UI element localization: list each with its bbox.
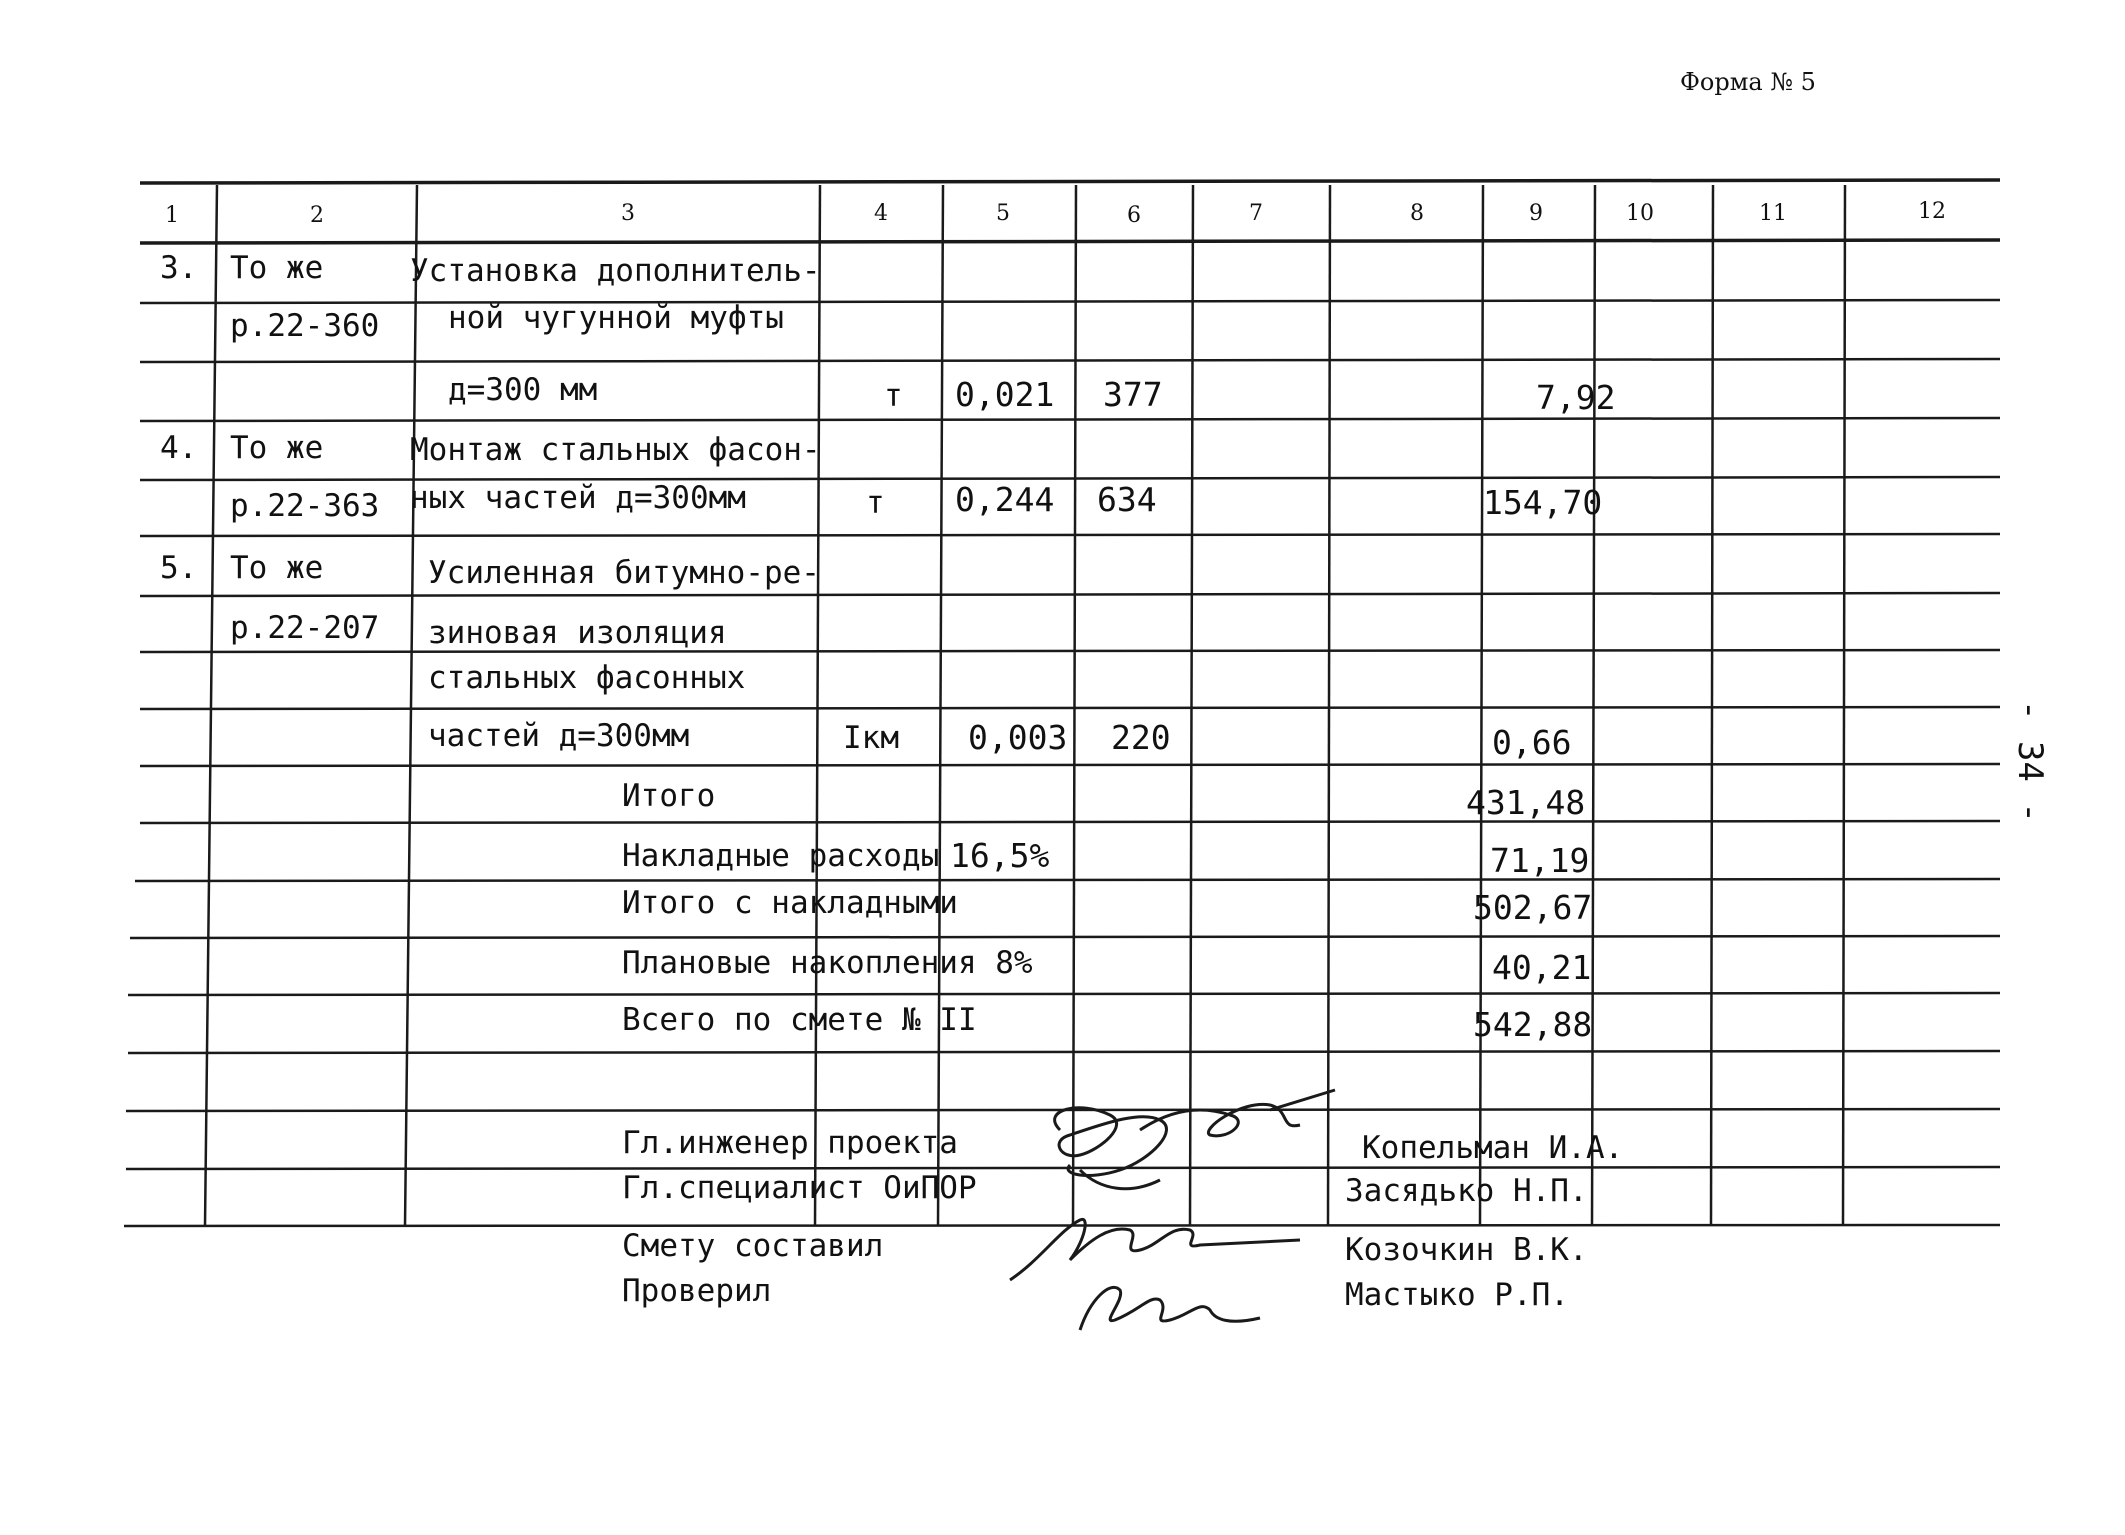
column-header-11: 11 <box>1759 201 1787 226</box>
item-description-line: частей д=300мм <box>428 718 690 754</box>
signature-role: Проверил <box>622 1273 772 1309</box>
column-header-4: 4 <box>874 201 888 226</box>
signature-name: Мастыко Р.П. <box>1345 1277 1569 1313</box>
item-reference: То же <box>230 550 324 586</box>
signature-role: Смету составил <box>622 1228 884 1264</box>
column-header-6: 6 <box>1127 203 1141 228</box>
item-description-line: Монтаж стальных фасон- <box>410 432 821 468</box>
column-header-7: 7 <box>1249 201 1263 226</box>
item-description-line: стальных фасонных <box>428 660 746 696</box>
item-unit: Iкм <box>843 720 899 756</box>
summary-label: Плановые накопления 8% <box>622 945 1033 981</box>
column-header-1: 1 <box>165 203 179 228</box>
item-description-line: ной чугунной муфты <box>448 300 784 336</box>
page-number: - 34 - <box>2010 700 2050 823</box>
column-header-8: 8 <box>1410 201 1424 226</box>
summary-rate: 16,5% <box>950 836 1050 875</box>
item-description-line: Усиленная битумно-ре- <box>428 555 820 591</box>
summary-value: 542,88 <box>1473 1005 1593 1044</box>
summary-value: 40,21 <box>1492 948 1592 987</box>
item-description-line: Установка дополнитель- <box>410 253 821 289</box>
item-unit: т <box>884 378 903 414</box>
column-header-9: 9 <box>1529 201 1543 226</box>
item-unit-price: 220 <box>1111 718 1171 757</box>
item-total: 7,92 <box>1536 378 1616 417</box>
summary-label: Накладные расходы <box>622 838 940 874</box>
item-quantity: 0,003 <box>968 718 1068 757</box>
column-header-2: 2 <box>310 203 324 228</box>
signature-role: Гл.инженер проекта <box>622 1125 958 1161</box>
item-quantity: 0,021 <box>955 375 1055 414</box>
column-header-12: 12 <box>1918 199 1946 224</box>
item-reference: То же <box>230 250 324 286</box>
item-unit-price: 377 <box>1103 375 1163 414</box>
item-reference: То же <box>230 430 324 466</box>
handwritten-signature-compiler <box>1000 1200 1320 1340</box>
summary-label: Итого <box>622 778 716 814</box>
column-header-5: 5 <box>996 201 1010 226</box>
item-reference-code: р.22-363 <box>230 488 380 524</box>
signature-role: Гл.специалист ОиПОР <box>622 1170 977 1206</box>
item-description-line: ных частей д=300мм <box>410 480 746 516</box>
item-description-line: зиновая изоляция <box>428 615 727 651</box>
item-number: 5. <box>160 550 198 586</box>
item-total: 154,70 <box>1483 483 1603 522</box>
summary-value: 431,48 <box>1466 783 1586 822</box>
item-quantity: 0,244 <box>955 480 1055 519</box>
column-header-10: 10 <box>1626 201 1654 226</box>
form-label: Форма № 5 <box>1680 68 1816 96</box>
item-unit-price: 634 <box>1097 480 1157 519</box>
signature-name: Козочкин В.К. <box>1345 1232 1588 1268</box>
summary-value: 71,19 <box>1490 841 1590 880</box>
item-reference-code: р.22-207 <box>230 610 380 646</box>
summary-label: Итого с накладными <box>622 885 958 921</box>
signature-name: Копельман И.А. <box>1362 1130 1624 1166</box>
item-description-line: д=300 мм <box>448 372 598 408</box>
item-reference-code: р.22-360 <box>230 308 380 344</box>
item-number: 4. <box>160 430 198 466</box>
signature-name: Засядько Н.П. <box>1345 1173 1588 1209</box>
item-number: 3. <box>160 250 198 286</box>
column-header-3: 3 <box>621 201 635 226</box>
summary-value: 502,67 <box>1473 888 1593 927</box>
item-unit: т <box>866 485 885 521</box>
item-total: 0,66 <box>1492 723 1572 762</box>
handwritten-signature-chief-engineer <box>1000 1070 1360 1210</box>
summary-label: Всего по смете № II <box>622 1002 977 1038</box>
